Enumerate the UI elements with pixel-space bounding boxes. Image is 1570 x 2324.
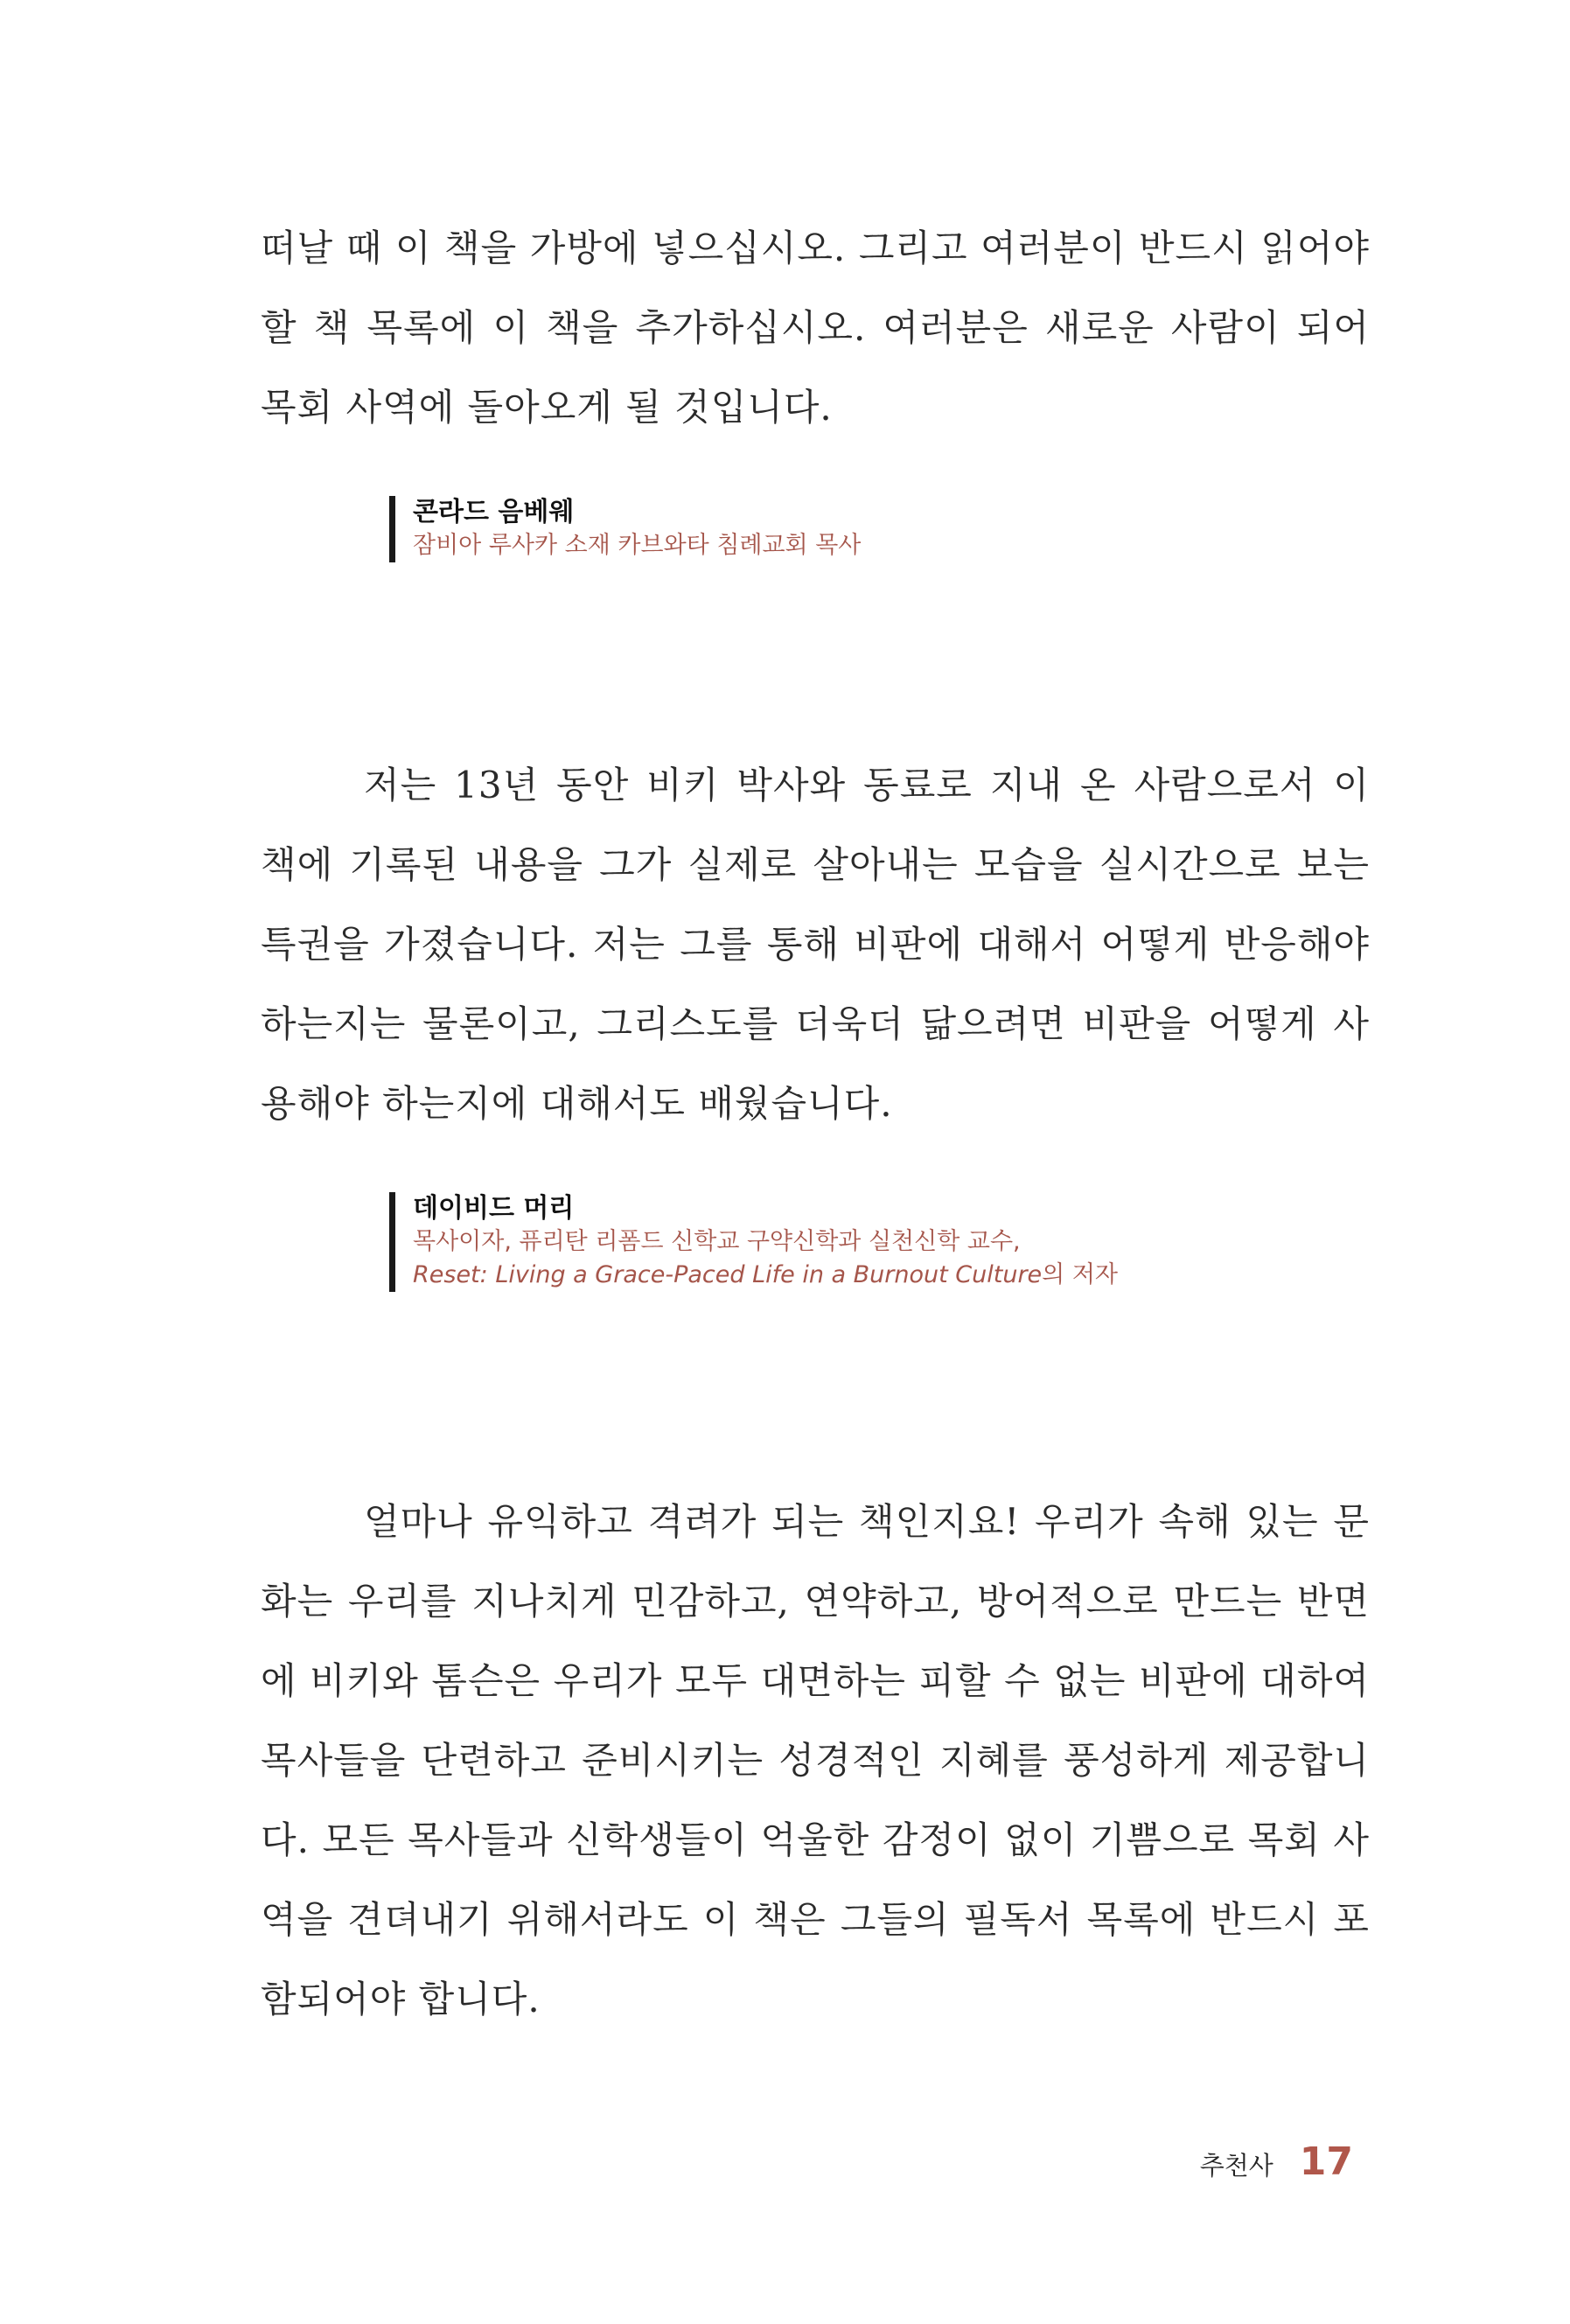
endorser-role: 잠비아 루사카 소재 카브와타 침례교회 목사 (413, 532, 862, 559)
endorser-book-title: Reset: Living a Grace-Paced Life in a Burnout Culture (413, 1261, 1043, 1288)
section-title: 추천사 (1199, 2151, 1273, 2181)
endorsement-paragraph-2: 저는 13년 동안 비키 박사와 동료로 지내 온 사람으로서 이 책에 기록된 내용을 그가 실제로 살아내는 모습을 실시간으로 보는 특권을 가졌습니다. 저는 그를 통해 비판에 대해서 어떻게 반응해야 하는지는 물론이고, 그리스도를 더욱더 닮으려면 비판을 어떻게 사용해야 하는지에 대해서도 배웠습니다. (261, 764, 1370, 1125)
endorser-name: 데이비드 머리 (413, 1193, 575, 1224)
endorser-role (413, 1225, 1118, 1292)
endorsement-paragraph-3: 얼마나 유익하고 격려가 되는 책인지요! 우리가 속해 있는 문화는 우리를 지나치게 민감하고, 연약하고, 방어적으로 만드는 반면에 비키와 톰슨은 우리가 모두 대면하는 피할 수 없는 비판에 대하여 목사들을 단련하고 준비시키는 성경적인 지혜를 풍성하게 제공합니다. 모든 목사들과 신학생들이 억울한 감정이 없이 기쁨으로 목회 사역을 견뎌내기 위해서라도 이 책은 그들의 필독서 목록에 반드시 포함되어야 합니다. (261, 1500, 1370, 2020)
endorser-book-suffix: 의 저자 (1042, 1261, 1119, 1288)
endorsement-paragraph-1: 떠날 때 이 책을 가방에 넣으십시오. 그리고 여러분이 반드시 읽어야 할 책 목록에 이 책을 추가하십시오. 여러분은 새로운 사람이 되어 목회 사역에 돌아오게 될 것입니다. (261, 227, 1370, 429)
endorsement-attribution-2 (389, 1192, 1118, 1292)
endorser-name: 콘라드 음베웨 (413, 497, 575, 527)
endorsement-attribution-1 (389, 496, 861, 562)
page-footer (1200, 2139, 1353, 2184)
endorser-role-line: 목사이자, 퓨리탄 리폼드 신학교 구약신학과 실천신학 교수, (413, 1228, 1021, 1255)
page-number: 17 (1299, 2139, 1353, 2184)
